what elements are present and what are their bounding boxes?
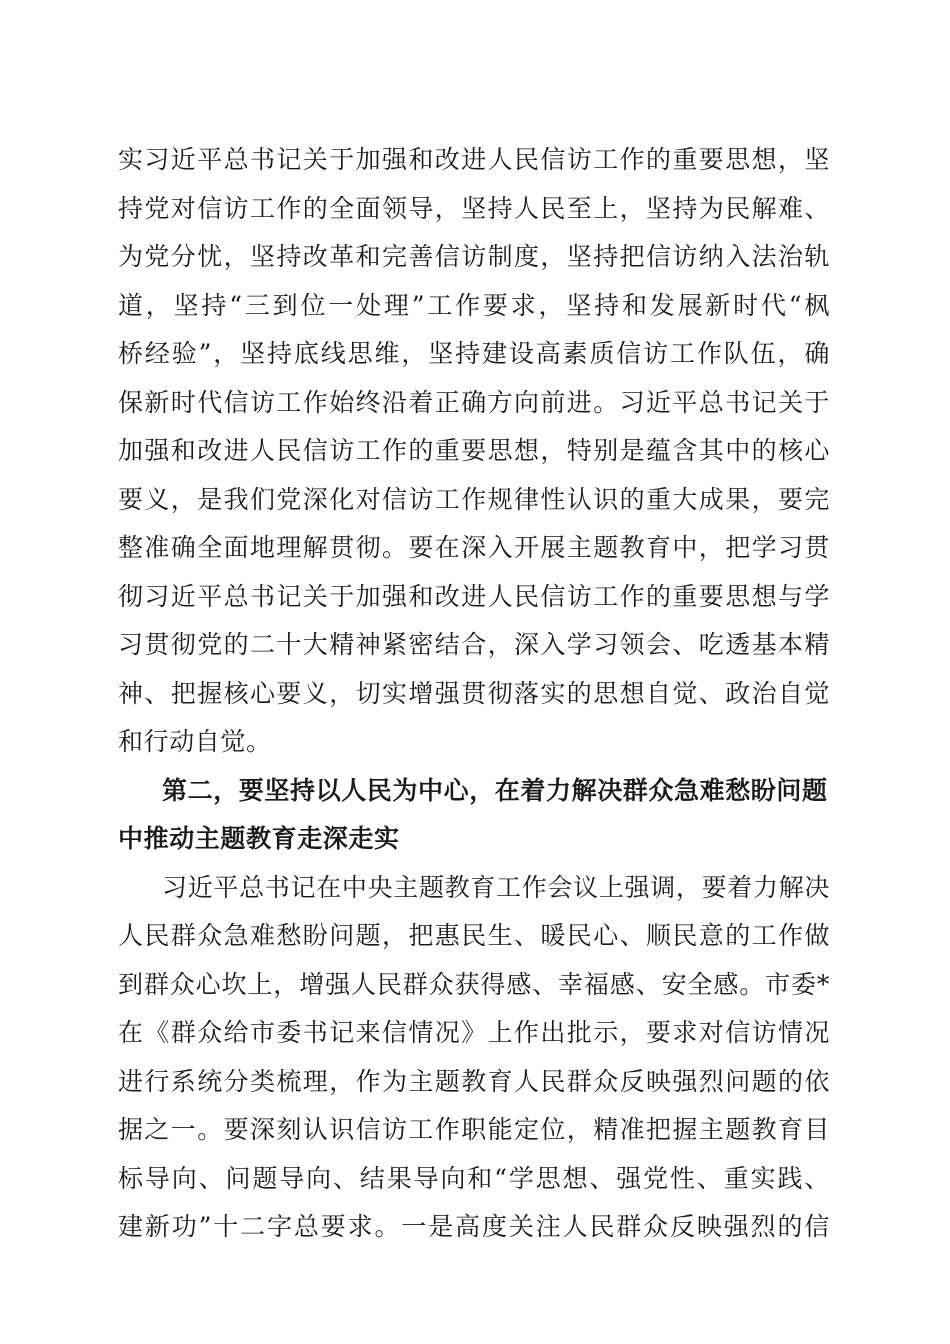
text-line: 到群众心坎上，增强人民群众获得感、幸福感、安全感。市委* [118,969,830,999]
text-line: 实习近平总书记关于加强和改进人民信访工作的重要思想，坚 [118,145,830,174]
text-line: 持党对信访工作的全面领导，坚持人民至上，坚持为民解难、 [118,193,830,223]
text-line: 为党分忧，坚持改革和完善信访制度，坚持把信访纳入法治轨 [118,242,830,271]
text-line: 神、把握核心要义，切实增强贯彻落实的思想自觉、政治自觉 [118,678,830,708]
text-line: 据之一。要深刻认识信访工作职能定位，精准把握主题教育目 [118,1115,830,1144]
text-line: 习贯彻党的二十大精神紧密结合，深入学习领会、吃透基本精 [118,630,830,659]
text-line: 建新功”十二字总要求。一是高度关注人民群众反映强烈的信 [118,1212,830,1241]
text-line: 道，坚持“三到位一处理”工作要求，坚持和发展新时代“枫 [118,290,830,320]
document-body [118,136,830,1252]
text-line: 标导向、问题导向、结果导向和“学思想、强党性、重实践、 [118,1163,830,1193]
text-line: 桥经验”，坚持底线思维，坚持建设高素质信访工作队伍，确 [118,339,830,368]
text-line: 整准确全面地理解贯彻。要在深入开展主题教育中，把学习贯 [118,533,830,562]
text-line: 习近平总书记在中央主题教育工作会议上强调，要着力解决 [162,872,830,902]
text-line: 和行动自觉。 [118,727,272,756]
text-line: 加强和改进人民信访工作的重要思想，特别是蕴含其中的核心 [118,436,830,465]
text-line: 要义，是我们党深化对信访工作规律性认识的重大成果，要完 [118,484,830,514]
paragraph-2 [118,864,830,1252]
text-line: 在《群众给市委书记来信情况》上作出批示，要求对信访情况 [118,1018,830,1047]
section-heading [118,767,830,864]
text-line: 进行系统分类梳理，作为主题教育人民群众反映强烈问题的依 [118,1066,830,1096]
heading-line: 中推动主题教育走深走实 [118,824,400,853]
text-line: 保新时代信访工作始终沿着正确方向前进。习近平总书记关于 [118,387,830,417]
paragraph-1 [118,136,830,767]
text-line: 人民群众急难愁盼问题，把惠民生、暖民心、顺民意的工作做 [118,921,830,950]
text-line: 彻习近平总书记关于加强和改进人民信访工作的重要思想与学 [118,581,830,611]
heading-line: 第二，要坚持以人民为中心，在着力解决群众急难愁盼问题 [162,775,828,805]
